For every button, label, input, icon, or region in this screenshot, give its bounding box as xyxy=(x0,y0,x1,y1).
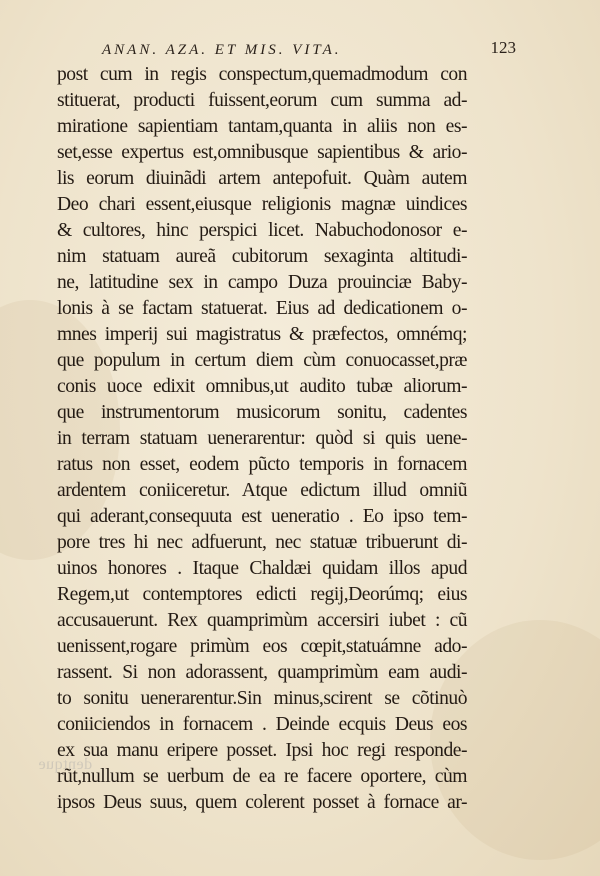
text-line: accusauerunt. Rex quamprimùm accersiri iubet : cũ xyxy=(57,610,467,631)
text-line: lis eorum diuinãdi artem antepofuit. Quàm autem xyxy=(57,168,467,189)
text-line: conis uoce edixit omnibus,ut audito tubæ aliorum- xyxy=(57,376,467,397)
text-line: to sonitu uenerarentur.Sin minus,scirent se cõtinuò xyxy=(57,688,467,709)
text-line: que instrumentorum musicorum sonitu, cadentes xyxy=(57,402,467,423)
text-line: pore tres hi nec adfuerunt, nec statuæ tribuerunt di- xyxy=(57,532,467,553)
text-line: rũt,nullum se uerbum de ea re facere oportere, cùm xyxy=(57,766,467,787)
text-line: in terram statuam uenerarentur: quòd si quis uene- xyxy=(57,428,467,449)
text-line: lonis à se factam statuerat. Eius ad dedicationem o- xyxy=(57,298,467,319)
text-line: Deo chari essent,eiusque religionis magnæ uindices xyxy=(57,194,467,215)
text-line: qui aderant,consequuta est ueneratio . Eo ipso tem- xyxy=(57,506,467,527)
text-line: uenissent,rogare primùm eos cœpit,statuámne ado- xyxy=(57,636,467,657)
text-line: Regem,ut contemptores edicti regij,Deorúmq; eius xyxy=(57,584,467,605)
text-line: ne, latitudine sex in campo Duza prouinciæ Baby- xyxy=(57,272,467,293)
text-line: mnes imperij sui magistratus & præfectos, omnémq; xyxy=(57,324,467,345)
text-line: uinos honores . Itaque Chaldæi quidam illos apud xyxy=(57,558,467,579)
text-line: ipsos Deus suus, quem colerent posset à fornace ar- xyxy=(57,792,467,813)
running-head: ANAN. AZA. ET MIS. VITA. xyxy=(102,42,342,58)
text-line: que populum in certum diem cùm conuocasset,præ xyxy=(57,350,467,371)
page-number: 123 xyxy=(490,38,516,57)
text-line: rassent. Si non adorassent, quamprimùm eam audi- xyxy=(57,662,467,683)
text-line: set,esse expertus est,omnibusque sapientibus & ario- xyxy=(57,142,467,163)
text-line: miratione sapientiam tantam,quanta in aliis non es- xyxy=(57,116,467,137)
text-line: coniiciendos in fornacem . Deinde ecquis Deus eos xyxy=(57,714,467,735)
text-line: ex sua manu eripere posset. Ipsi hoc regi responde- xyxy=(57,740,467,761)
bleed-through-catchword: dentque xyxy=(38,756,93,773)
text-line: stituerat, producti fuissent,eorum cum summa ad- xyxy=(57,90,467,111)
text-line: & cultores, hinc perspici licet. Nabuchodonosor e- xyxy=(57,220,467,241)
text-line: post cum in regis conspectum,quemadmodum con xyxy=(57,64,467,85)
text-line: nim statuam aureã cubitorum sexaginta altitudi- xyxy=(57,246,467,267)
text-line: ratus non esset, eodem pũcto temporis in fornacem xyxy=(57,454,467,475)
body-text xyxy=(57,62,467,816)
text-line: ardentem coniiceretur. Atque edictum illud omniũ xyxy=(57,480,467,501)
